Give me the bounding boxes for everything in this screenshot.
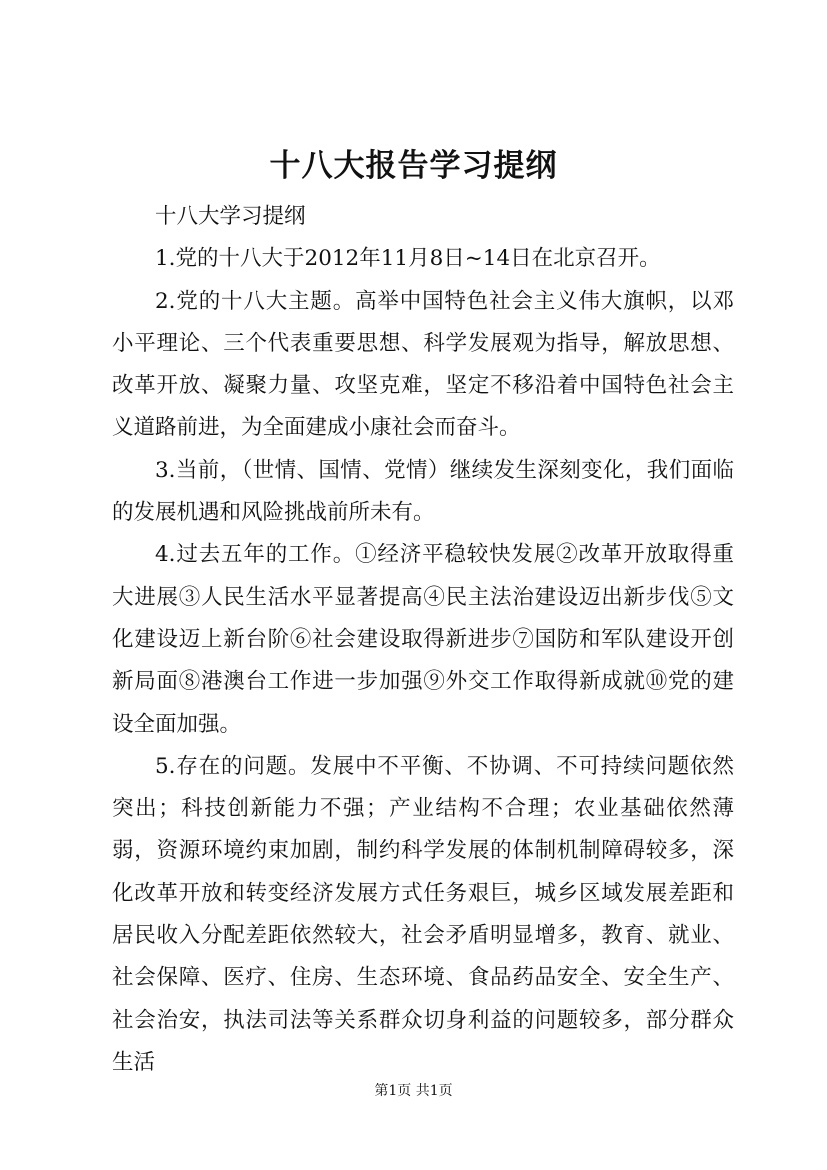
subtitle-paragraph: 十八大学习提纲	[155, 204, 306, 229]
document-body	[112, 196, 734, 1084]
paragraph-1: 1.党的十八大于2012年11月8日~14日在北京召开。	[155, 246, 661, 272]
paragraph-2: 2.党的十八大主题。高举中国特色社会主义伟大旗帜，以邓小平理论、三个代表重要思想、科学发展观为指导，解放思想、改革开放、凝聚力量、攻坚克难，坚定不移沿着中国特色社会主义道路前进，为全面建成小康社会而奋斗。	[112, 288, 734, 441]
page-footer: 第1页 共1页	[374, 1083, 453, 1099]
paragraph-5: 5.存在的问题。发展中不平衡、不协调、不可持续问题依然突出；科技创新能力不强；产业结构不合理；农业基础依然薄弱，资源环境约束加剧，制约科学发展的体制机制障碍较多，深化改革开放和转变经济发展方式任务艰巨，城乡区域发展差距和居民收入分配差距依然较大，社会矛盾明显增多，教育、就业、社会保障、医疗、住房、生态环境、食品药品安全、安全生产、社会治安，执法司法等关系群众切身利益的问题较多，部分群众生活	[112, 753, 734, 1075]
paragraph-3: 3.当前，（世情、国情、党情）继续发生深刻变化，我们面临的发展机遇和风险挑战前所未有。	[112, 457, 734, 526]
paragraph-4: 4.过去五年的工作。①经济平稳较快发展②改革开放取得重大进展③人民生活水平显著提高④民主法治建设迈出新步伐⑤文化建设迈上新台阶⑥社会建设取得新进步⑦国防和军队建设开创新局面⑧港澳台工作进一步加强⑨外交工作取得新成就⑩党的建设全面加强。	[112, 542, 734, 737]
document-title: 十八大报告学习提纲	[269, 148, 558, 184]
